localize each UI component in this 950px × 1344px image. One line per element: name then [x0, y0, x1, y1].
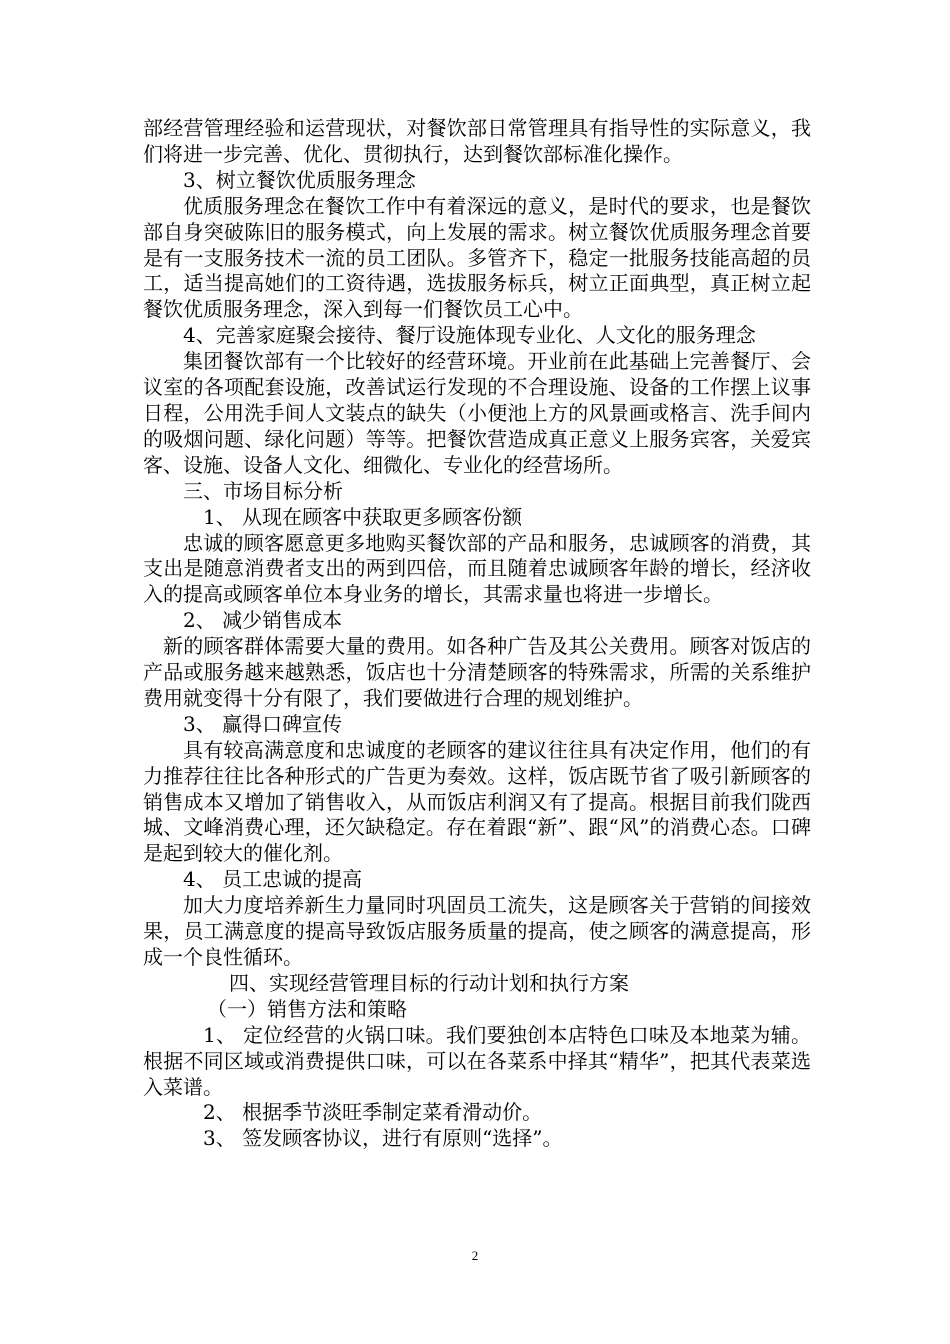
paragraph-business-environment: 集团餐饮部有一个比较好的经营环境。开业前在此基础上完善餐厅、会议室的各项配套设施，改善试运行发现的不合理设施、设备的工作摆上议事日程，公用洗手间人文装点的缺失（小便池上方的风景画或格言、洗手间内的吸烟问题、绿化问题）等等。把餐饮营造成真正意义上服务宾客，关爱宾客、设施、设备人文化、细微化、专业化的经营场所。 — [143, 349, 811, 477]
paragraph-reduce-cost: 新的顾客群体需要大量的费用。如各种广告及其公关费用。顾客对饭店的产品或服务越来越熟悉，饭店也十分清楚顾客的特殊需求，所需的关系维护费用就变得十分有限了，我们要做进行合理的规划维护。 — [143, 634, 811, 710]
document-body — [143, 116, 811, 1152]
heading-3-service-concept: 3、树立餐饮优质服务理念 — [183, 167, 416, 192]
paragraph-continuation: 部经营管理经验和运营现状，对餐饮部日常管理具有指导性的实际意义，我们将进一步完善、优化、贯彻执行，达到餐饮部标准化操作。 — [143, 116, 811, 166]
subheading-reduce-cost: 2、 减少销售成本 — [183, 608, 343, 633]
paragraph-word-of-mouth: 具有较高满意度和忠诚度的老顾客的建议往往具有决定作用，他们的有力推荐往往比各种形式的广告更为奏效。这样，饭店既节省了吸引新顾客的销售成本又增加了销售收入，从而饭店利润又有了提高。根据目前我们陇西城、文峰消费心理，还欠缺稳定。存在着跟“新”、跟“风”的消费心态。口碑是起到较大的催化剂。 — [143, 737, 811, 866]
heading-4-family-gathering: 4、完善家庭聚会接待、餐厅设施体现专业化、人文化的服务理念 — [183, 323, 756, 348]
list-item-seasonal-pricing: 2、 根据季节淡旺季制定菜肴滑动价。 — [203, 1100, 543, 1125]
list-item-customer-agreement: 3、 签发顾客协议，进行有原则“选择”。 — [203, 1126, 563, 1151]
paragraph-service-concept: 优质服务理念在餐饮工作中有着深远的意义，是时代的要求，也是餐饮部自身突破陈旧的服务模式，向上发展的需求。树立餐饮优质服务理念首要是有一支服务技术一流的员工团队。多管齐下，稳定一批服务技能高超的员工，适当提高她们的工资待遇，选拔服务标兵，树立正面典型，真正树立起餐饮优质服务理念，深入到每一们餐饮员工心中。 — [143, 193, 811, 322]
subheading-employee-loyalty: 4、 员工忠诚的提高 — [183, 867, 363, 892]
section-heading-market-analysis: 三、市场目标分析 — [183, 478, 343, 503]
page-number: 2 — [471, 1248, 479, 1263]
subsection-heading-sales-methods: （一）销售方法和策略 — [207, 996, 407, 1021]
subheading-customer-share: 1、 从现在顾客中获取更多顾客份额 — [203, 504, 523, 529]
paragraph-loyal-customers: 忠诚的顾客愿意更多地购买餐饮部的产品和服务，忠诚顾客的消费，其支出是随意消费者支出的两到四倍，而且随着忠诚顾客年龄的增长，经济收入的提高或顾客单位本身业务的增长，其需求量也将进一步增长。 — [143, 530, 811, 607]
subheading-word-of-mouth: 3、 赢得口碑宣传 — [183, 711, 343, 736]
section-heading-action-plan: 四、实现经营管理目标的行动计划和执行方案 — [229, 970, 629, 995]
paragraph-employee-loyalty: 加大力度培养新生力量同时巩固员工流失，这是顾客关于营销的间接效果，员工满意度的提高导致饭店服务质量的提高，使之顾客的满意提高，形成一个良性循环。 — [143, 893, 811, 969]
list-item-hotpot-flavor: 1、 定位经营的火锅口味。我们要独创本店特色口味及本地菜为辅。根据不同区域或消费提供口味，可以在各菜系中择其“精华”，把其代表菜选入菜谱。 — [143, 1022, 811, 1099]
